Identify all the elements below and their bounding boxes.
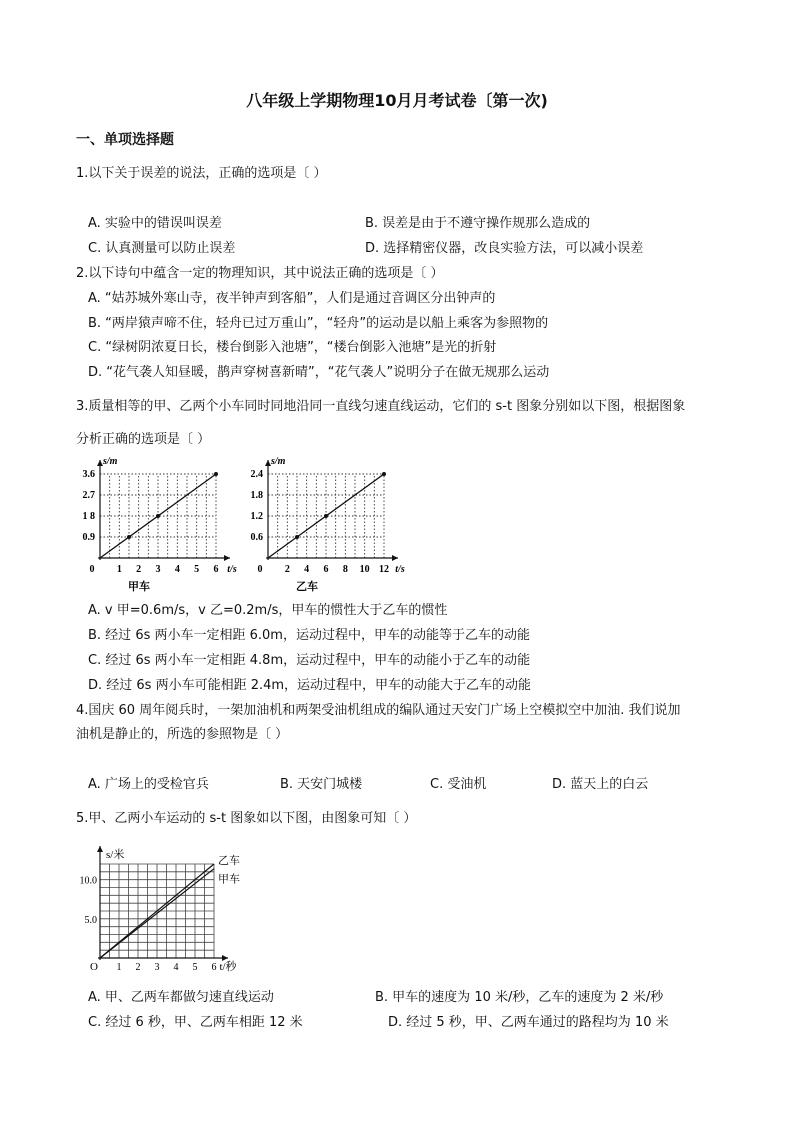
- y-tick-label: 2.7: [82, 490, 95, 501]
- chart-q5: [80, 846, 241, 973]
- y-tick-label: 1 8: [82, 511, 95, 522]
- q2-option-b: B. “两岸猿声啼不住，轻舟已过万重山”，“轻舟”的运动是以船上乘客为参照物的: [88, 316, 549, 331]
- question-1: 1.以下关于误差的说法，正确的选项是〔 ）: [76, 166, 327, 181]
- q1-option-d: D. 选择精密仪器，改良实验方法，可以减小误差: [365, 241, 644, 256]
- x-tick-label: 3: [155, 564, 161, 575]
- q1-option-a: A. 实验中的错误叫误差: [88, 216, 222, 231]
- q5-option-b: B. 甲车的速度为 10 米/秒，乙车的速度为 2 米/秒: [375, 990, 664, 1005]
- y-tick-label: 1.8: [250, 490, 263, 501]
- q5-option-a: A. 甲、乙两车都做匀速直线运动: [88, 990, 274, 1005]
- y-tick-label: 3.6: [82, 469, 95, 480]
- y-axis-head: [97, 846, 103, 852]
- q3-option-a: A. v 甲=0.6m/s，v 乙=0.2m/s，甲车的惯性大于乙车的惯性: [88, 603, 448, 618]
- q4-option-b: B. 天安门城楼: [280, 777, 363, 792]
- x-axis-label: t/s: [227, 564, 237, 575]
- y-axis-label: s/m: [271, 456, 286, 467]
- x-tick-label: 4: [173, 962, 179, 973]
- q4-option-c: C. 受油机: [430, 777, 487, 792]
- chart-caption: 乙车: [296, 581, 318, 593]
- q2-option-a: A. “姑苏城外寒山寺，夜半钟声到客船”，人们是通过音调区分出钟声的: [88, 291, 496, 306]
- page-title: 八年级上学期物理10月月考试卷〔第一次): [246, 91, 548, 110]
- x-tick-label: 8: [342, 564, 348, 575]
- y-axis-label: s/m: [103, 456, 118, 467]
- question-5: 5.甲、乙两小车运动的 s-t 图象如以下图，由图象可知〔 ）: [76, 811, 417, 826]
- x-tick-label: 6: [323, 564, 329, 575]
- q1-option-b: B. 误差是由于不遵守操作规那么造成的: [365, 216, 591, 231]
- y-tick-label: 10.0: [79, 875, 97, 887]
- origin-label: O: [90, 961, 98, 973]
- x-tick-label: 2: [135, 962, 141, 973]
- x-tick-label: 10: [359, 564, 370, 575]
- x-tick-label: 5: [194, 564, 200, 575]
- y-tick-label: 1.2: [250, 511, 263, 522]
- data-point: [156, 514, 160, 518]
- q4-option-a: A. 广场上的受检官兵: [88, 777, 209, 792]
- section-heading: 一、单项选择题: [76, 132, 174, 148]
- q3-option-c: C. 经过 6s 两小车一定相距 4.8m，运动过程中，甲车的动能小于乙车的动能: [88, 653, 531, 668]
- x-tick-label: 0: [89, 564, 95, 575]
- q5-option-c: C. 经过 6 秒，甲、乙两车相距 12 米: [88, 1015, 303, 1030]
- question-2: 2.以下诗句中蕴含一定的物理知识，其中说法正确的选项是〔 ）: [76, 266, 444, 281]
- x-tick-label: 1: [116, 962, 122, 973]
- data-point: [324, 514, 328, 518]
- x-tick-label: 1: [116, 564, 122, 575]
- question-3-line-1: 3.质量相等的甲、乙两个小车同时同地沿同一直线匀速直线运动，它们的 s-t 图象分别如以下图，根据图象: [76, 399, 686, 414]
- x-tick-label: 2: [136, 564, 142, 575]
- x-tick-label: 3: [154, 962, 160, 973]
- y-tick-label: 2.4: [250, 469, 263, 480]
- x-tick-label: 6: [213, 564, 219, 575]
- chart-caption: 甲车: [128, 581, 150, 593]
- q2-option-c: C. “绿树阴浓夏日长，楼台倒影入池塘”，“楼台倒影入池塘”是光的折射: [88, 340, 497, 355]
- x-tick-label: 6: [211, 962, 217, 973]
- q3-option-d: D. 经过 6s 两小车可能相距 2.4m，运动过程中，甲车的动能大于乙车的动能: [88, 678, 532, 693]
- q5-chart: [70, 840, 260, 980]
- chart-yi: [251, 456, 405, 593]
- x-tick-label: 12: [379, 564, 389, 575]
- question-3-line-2: 分析正确的选项是〔 ）: [76, 432, 211, 447]
- y-tick-label: 0.6: [250, 532, 263, 543]
- y-axis-label: s/米: [106, 849, 125, 861]
- x-tick-label: 4: [304, 564, 310, 575]
- q5-option-d: D. 经过 5 秒，甲、乙两车通过的路程均为 10 米: [388, 1015, 669, 1030]
- x-axis-head: [392, 555, 398, 561]
- end-point: [382, 472, 386, 476]
- data-point: [295, 535, 299, 539]
- question-4-line-2: 油机是静止的，所选的参照物是〔 ）: [76, 727, 289, 742]
- x-tick-label: 4: [174, 564, 180, 575]
- x-tick-label: 5: [192, 962, 198, 973]
- series-label-jia: 甲车: [218, 873, 240, 886]
- series-label-yi: 乙车: [218, 855, 240, 867]
- x-axis-label: t/s: [395, 564, 405, 575]
- q2-option-d: D. “花气袭人知昼暖，鹊声穿树喜新晴”，“花气袭人”说明分子在做无规那么运动: [88, 365, 550, 380]
- end-point: [214, 472, 218, 476]
- q1-option-c: C. 认真测量可以防止误差: [88, 241, 236, 256]
- y-tick-label: 5.0: [84, 914, 97, 926]
- question-4-line-1: 4.国庆 60 周年阅兵时，一架加油机和两架受油机组成的编队通过天安门广场上空模拟空中加油. 我们说加: [76, 703, 681, 718]
- x-axis-head: [224, 555, 230, 561]
- chart-jia: [83, 456, 237, 593]
- q4-option-d: D. 蓝天上的白云: [552, 777, 649, 792]
- x-axis-label: t/秒: [219, 961, 237, 973]
- q3-option-b: B. 经过 6s 两小车一定相距 6.0m，运动过程中，甲车的动能等于乙车的动能: [88, 628, 530, 643]
- data-point: [127, 535, 131, 539]
- q3-charts: [70, 448, 405, 593]
- x-tick-label: 2: [284, 564, 290, 575]
- y-tick-label: 0.9: [82, 532, 95, 543]
- x-tick-label: 0: [257, 564, 263, 575]
